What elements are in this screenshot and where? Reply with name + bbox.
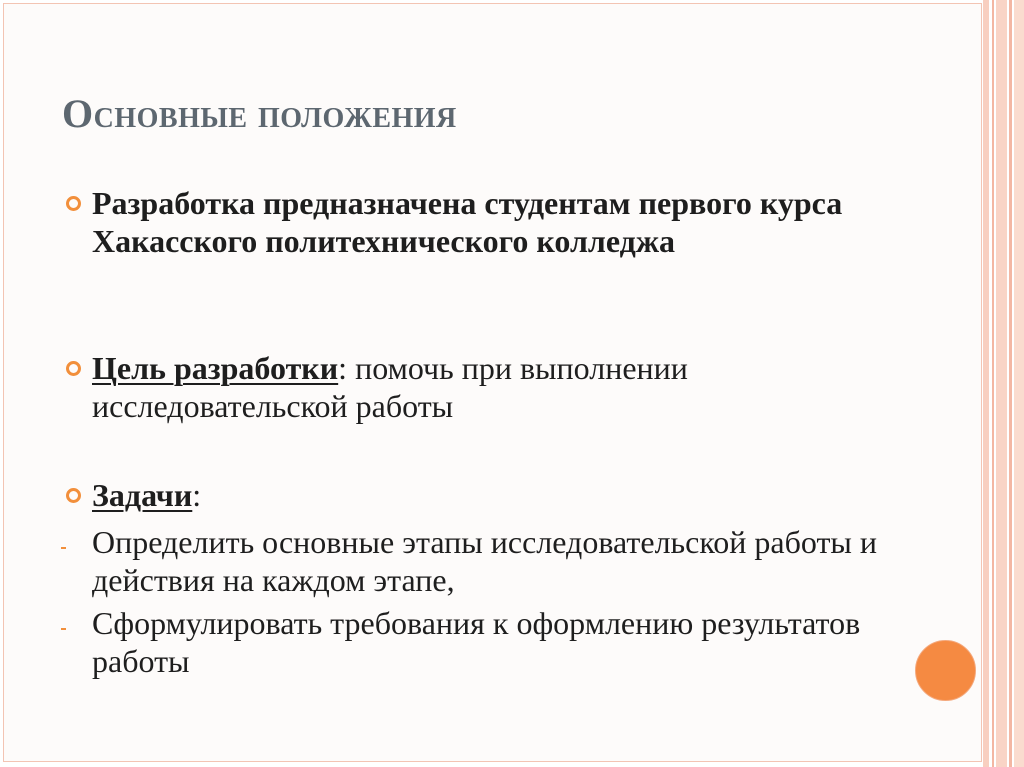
task-item	[92, 523, 912, 599]
border-stripe	[1009, 0, 1012, 767]
ring-bullet-icon	[66, 361, 81, 376]
dash-bullet-icon	[61, 547, 66, 549]
bullet-item-audience	[92, 184, 912, 260]
task-text: Определить основные этапы исследовательской работы и действия на каждом этапе,	[92, 524, 878, 598]
orange-circle-icon	[915, 640, 976, 701]
task-item	[92, 604, 912, 680]
tasks-separator: :	[192, 477, 202, 513]
border-stripe	[1014, 0, 1024, 767]
bullet-item-goal	[92, 349, 912, 425]
ring-bullet-icon	[66, 196, 81, 211]
border-stripe	[992, 0, 994, 767]
goal-text: помочь при выполнении исследовательской работы	[92, 350, 688, 424]
task-text: Сформулировать требования к оформлению результатов работы	[92, 605, 861, 679]
bullet-item-text: Разработка предназначена студентам первого курса Хакасского политехнического колледжа	[92, 185, 843, 259]
goal-label: Цель разработки	[92, 350, 339, 386]
slide-title: Основные положения	[62, 91, 457, 136]
border-stripe	[996, 0, 1007, 767]
border-stripe	[983, 0, 989, 767]
goal-separator: :	[338, 350, 348, 386]
tasks-label: Задачи	[92, 477, 193, 513]
bullet-item-tasks	[92, 476, 912, 514]
dash-bullet-icon	[61, 628, 66, 630]
ring-bullet-icon	[66, 488, 81, 503]
